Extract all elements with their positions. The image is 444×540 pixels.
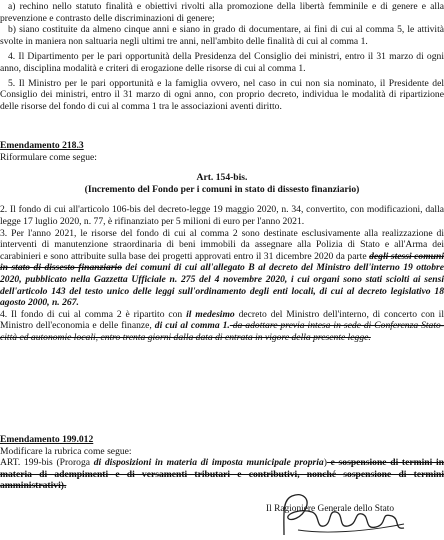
signature-block [254,490,444,540]
rubrica-close: ) [323,457,327,469]
amendment-218-3 [0,140,444,344]
comma-2: 2. Il fondo di cui all'articolo 106-bis del decreto-legge 19 maggio 2020, n. 34, convertito, con modificazioni, dalla legge 17 luglio 2020, n. 77, è rifinanziato per 5 milioni di euro per l'anno 2021. [0,204,444,227]
comma-3-inserted-text: dei comuni di cui all'allegato B al decreto del Ministro dell'interno 19 ottobre 2020, pubblicato nella Gazzetta Ufficiale n. 275 del 4 novembre 2020, i cui organi sono stati sciolti ai sensi dell'articolo 143 del testo unico delle leggi sull'ordinamento degli enti locali, di cui al decreto legislativo 18 agosto 2000, n. 267. [0,262,444,309]
comma-3-deleted-text: degli stessi comuni in stato di dissesto finanziario [0,250,444,274]
comma-4-inserted-text-1: il medesimo [186,308,235,320]
comma-4-text: 4. Il fondo di cui al comma 2 è ripartito con [0,308,187,320]
amendment-heading: Emendamento 199.012 [0,434,94,445]
paragraph-4: 4. Il Dipartimento per le pari opportunità della Presidenza del Consiglio dei ministri, entro il 31 marzo di ogni anno, disciplina modalità e criteri di erogazione delle risorse di cui al comma 1. [0,51,444,74]
comma-3 [0,228,444,309]
amendment-instruction: Riformulare come segue: [0,151,97,163]
signature-caption: Il Ragioniere Generale dello Stato [266,504,395,514]
comma-4-inserted-text-2: di cui al comma 1. [154,320,230,332]
comma-4-deleted-text: da adottare previa intesa in sede di Conferenza Stato-città ed autonomie locali, entro trenta giorni dalla data di entrata in vigore della presente legge. [0,320,444,343]
intro-section [0,1,444,112]
comma-4 [0,309,444,344]
rubrica-prefix: ART. 199-bis (Proroga [0,457,94,469]
paragraph-b: b) siano costituite da almeno cinque anni e siano in grado di documentare, ai fini di cui al comma 5, le attività svolte in maniera non saltuaria negli ultimi tre anni, nell'ambito delle finalità di cui al comma 1. [0,24,444,47]
article-title: (Incremento del Fondo per i comuni in stato di dissesto finanziario) [84,183,360,195]
amendment-heading: Emendamento 218.3 [0,140,84,151]
handwritten-signature [254,490,444,540]
rubrica-text [0,457,444,492]
paragraph-a: a) rechino nello statuto finalità e obiettivi rivolti alla promozione della libertà femminile e di genere e alla prevenzione e contrasto delle discriminazioni di genere; [0,1,444,24]
amendment-199-012 [0,434,444,492]
rubrica-inserted-text: di disposizioni in materia di imposta municipale propria [93,457,324,469]
paragraph-5: 5. Il Ministro per le pari opportunità e la famiglia ovvero, nel caso in cui non sia nominato, il Presidente del Consiglio dei ministri, entro il 31 marzo di ogni anno, con proprio decreto, individua le modalità di ripartizione delle risorse del fondo di cui al comma 1 tra le associazioni aventi diritto. [0,77,444,112]
article-number: Art. 154-bis. [196,172,248,184]
comma-3-text: 3. Per l'anno 2021, le risorse del fondo di cui al comma 2 sono destinate esclusivamente alla realizzazione di interventi di manutenzione straordinaria di beni immobili da assegnare alla Polizia di Stato e all'Arma dei carabinieri e sono attribuite sulla base dei progetti approvati entro il 31 dicembre 2020 da parte [0,227,444,262]
rubrica-deleted-text: e sospensione di termini in materia di adempimenti e di versamenti tributari e contributivi, nonché sospensione di termini amministrativi). [0,457,444,492]
amendment-instruction: Modificare la rubrica come segue: [0,445,132,457]
comma-4-text-2: decreto del Ministro dell'interno, di concerto con il Ministro dell'economia e delle finanze, [0,308,444,332]
